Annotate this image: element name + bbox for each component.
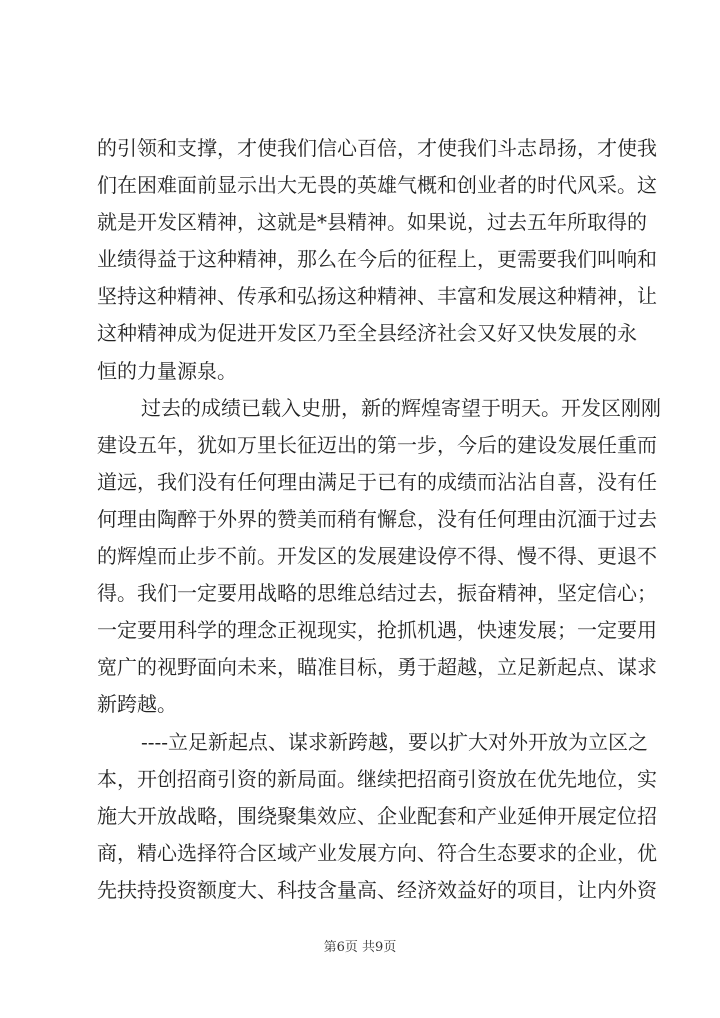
text-line: 恒的力量源泉。	[97, 358, 237, 383]
text-line: 就是开发区精神，这就是*县精神。如果说，过去五年所取得的	[97, 210, 647, 235]
text-line: ----立足新起点、谋求新跨越，要以扩大对外开放为立区之	[141, 729, 649, 754]
text-line: 过去的成绩已载入史册，新的辉煌寄望于明天。开发区刚刚	[141, 395, 661, 420]
text-line: 们在困难面前显示出大无畏的英雄气概和创业者的时代风采。这	[97, 173, 657, 198]
text-line: 新跨越。	[97, 692, 177, 717]
text-line: 业绩得益于这种精神，那么在今后的征程上，更需要我们叫响和	[97, 247, 657, 272]
document-body	[97, 130, 661, 909]
text-line: 宽广的视野面向未来，瞄准目标，勇于超越，立足新起点、谋求	[97, 655, 657, 680]
text-line: 何理由陶醉于外界的赞美而稍有懈怠，没有任何理由沉湎于过去	[97, 506, 657, 531]
text-line: 的引领和支撑，才使我们信心百倍，才使我们斗志昂扬，才使我	[97, 136, 657, 160]
text-line: 道远，我们没有任何理由满足于已有的成绩而沾沾自喜，没有任	[97, 469, 657, 494]
text-line: 坚持这种精神、传承和弘扬这种精神、丰富和发展这种精神，让	[97, 284, 657, 309]
text-line: 商，精心选择符合区域产业发展方向、符合生态要求的企业，优	[97, 840, 657, 865]
paragraph	[97, 390, 661, 724]
text-line: 得。我们一定要用战略的思维总结过去，振奋精神，坚定信心；	[97, 581, 657, 606]
page-number-footer: 第6页 共9页	[323, 940, 397, 955]
text-line: 建设五年，犹如万里长征迈出的第一步，今后的建设发展任重而	[97, 432, 657, 457]
text-line: 先扶持投资额度大、科技含量高、经济效益好的项目，让内外资	[97, 877, 657, 902]
text-line: 这种精神成为促进开发区乃至全县经济社会又好又快发展的永	[97, 321, 637, 346]
text-line: 一定要用科学的理念正视现实，抢抓机遇，快速发展；一定要用	[97, 618, 657, 643]
paragraph	[97, 130, 657, 390]
text-line: 本，开创招商引资的新局面。继续把招商引资放在优先地位，实	[97, 766, 657, 791]
text-line: 施大开放战略，围绕聚集效应、企业配套和产业延伸开展定位招	[97, 803, 657, 828]
text-line: 的辉煌而止步不前。开发区的发展建设停不得、慢不得、更退不	[97, 544, 657, 569]
paragraph	[97, 724, 657, 909]
